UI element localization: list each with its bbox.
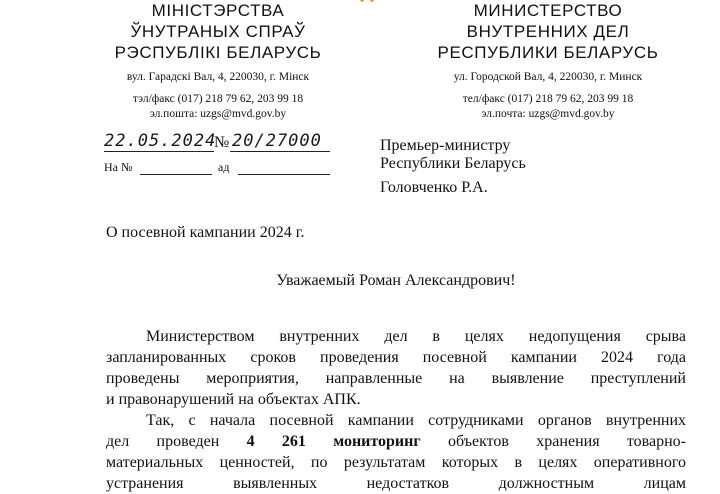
letterhead-left-title bbox=[98, 0, 338, 63]
recipient-line-2: Республики Беларусь bbox=[380, 155, 526, 172]
reply-from-line bbox=[238, 174, 330, 175]
paragraph-2-line-1: Так, с начала посевной кампании сотрудниками органов внутренних bbox=[146, 412, 686, 429]
paragraph-1-line-2: запланированных сроков проведения посевной кампании 2024 года bbox=[106, 349, 686, 366]
paragraph-1-line-1: Министерством внутренних дел в целях недопущения срыва bbox=[146, 328, 686, 345]
letterhead-right-phone: тел/факс (017) 218 79 62, 203 99 18 bbox=[462, 93, 634, 105]
monitoring-count: 4 261 мониторинг bbox=[246, 433, 421, 450]
letterhead-left-phone: тэл/факс (017) 218 79 62, 203 99 18 bbox=[132, 93, 304, 105]
letterhead-right-address: ул. Городской Вал, 4, 220030, г. Минск bbox=[453, 71, 643, 83]
paragraph-1-line-4: и правонарушений на объектах АПК. bbox=[106, 391, 361, 408]
letter-subject: О посевной кампании 2024 г. bbox=[106, 224, 305, 241]
recipient-block bbox=[380, 137, 526, 197]
paragraph-1-line-3: проведены мероприятия, направленные на выявление преступлений bbox=[106, 370, 686, 387]
registration-date: 22.05.2024 bbox=[104, 131, 217, 151]
paragraph-1 bbox=[106, 326, 686, 410]
letterhead-right-contacts bbox=[418, 70, 678, 122]
reply-to-label: На № bbox=[104, 160, 133, 174]
letterhead-left-line-3: РЭСПУБЛІКІ БЕЛАРУСЬ bbox=[114, 43, 322, 62]
registration-date-line bbox=[104, 151, 214, 152]
letterhead-right-line-1: МИНИСТЕРСТВО bbox=[473, 1, 623, 20]
paragraph-2 bbox=[106, 410, 686, 494]
registration-number-line bbox=[230, 151, 330, 152]
paragraph-2-line-2: дел проведен 4 261 мониторинг объектов хранения товарно- bbox=[106, 433, 687, 450]
letterhead-left-line-2: ЎНУТРАНЫХ СПРАЎ bbox=[130, 22, 306, 41]
state-emblem-icon bbox=[356, 0, 378, 2]
paragraph-2-line-3: материальных ценностей, по результатам которых в целях оперативного bbox=[106, 454, 686, 471]
letterhead-right-line-3: РЕСПУБЛИКИ БЕЛАРУСЬ bbox=[437, 43, 659, 62]
registration-number-sign: № bbox=[214, 134, 230, 151]
registration-number: 20/27000 bbox=[232, 131, 322, 151]
paragraph-2-line-4: устранения выявленных недостатков должностным лицам bbox=[106, 475, 686, 492]
greeting: Уважаемый Роман Александрович! bbox=[276, 272, 516, 289]
reply-to-line bbox=[140, 174, 212, 175]
recipient-line-3: Головченко Р.А. bbox=[380, 179, 488, 196]
recipient-line-1: Премьер-министру bbox=[380, 137, 511, 154]
letterhead-left-contacts bbox=[98, 70, 338, 122]
letterhead-right-title bbox=[418, 0, 678, 63]
letterhead-left-address: вул. Гарадскі Вал, 4, 220030, г. Мінск bbox=[126, 71, 310, 83]
letterhead-left-email: эл.пошта: uzgs@mvd.gov.by bbox=[149, 108, 287, 120]
reply-from-label: ад bbox=[218, 160, 230, 174]
letterhead-right-email: эл.почта: uzgs@mvd.gov.by bbox=[481, 108, 615, 120]
letterhead-right-line-2: ВНУТРЕННИХ ДЕЛ bbox=[466, 22, 630, 41]
letterhead-left-line-1: МІНІСТЭРСТВА bbox=[151, 1, 285, 20]
